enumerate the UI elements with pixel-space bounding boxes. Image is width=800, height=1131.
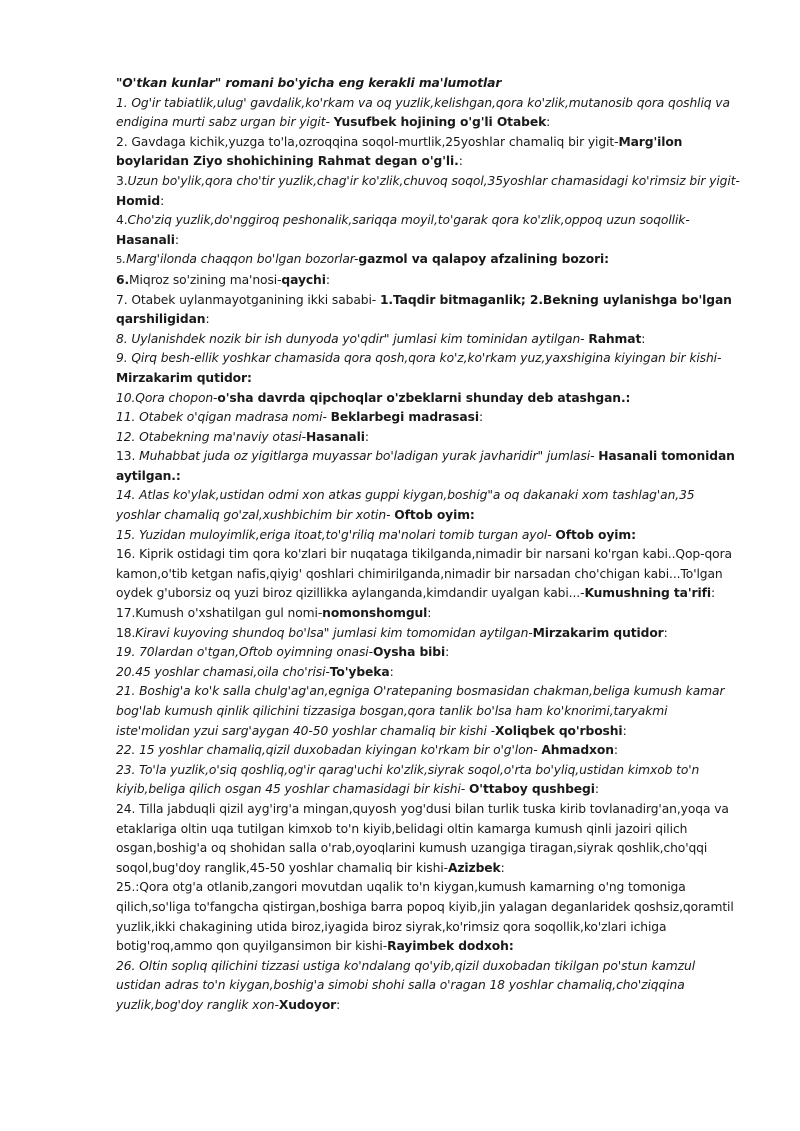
- answer-text: 1.Taqdir bitmaganlik; 2.Bekning uylanishga bo'lgan qarshiligidan: [116, 292, 732, 327]
- answer-text: Ahmadxon: [541, 743, 614, 758]
- question-text: 16. Kiprik ostidagi tim qora ko'zlari bir nuqataga tikilganda,nimadir bir narsani ko'rgan kabi..Qop-qora kamon,o'tib ketgan nafis,qiyig' qoshlari chimirilganda,nimadir bir narsadan cho'chigan kabi...To'lgan oydek g'uborsiz oq yuzi biroz qizillikka aylanganda,kimdandir uyalgan kabi...-: [116, 547, 732, 601]
- answer-text: Yusufbek hojining o'g'li Otabek: [333, 115, 547, 130]
- answer-text: Beklarbegi madrasasi: [330, 410, 479, 425]
- answer-text: Hasanali: [305, 429, 365, 444]
- question-text: 14. Atlas ko'ylak,ustidan odmi xon atkas guppi kiygan,boshig"a oq dakanaki xom tashlag'an,35 yoshlar chamaliq go'zal,xushbichim bir xotin-: [116, 488, 695, 523]
- answer-text: Oysha bibi: [372, 645, 446, 660]
- answer-text: nomonshomgul: [322, 606, 428, 621]
- question-text: 11. Otabek o'qigan madrasa nomi-: [116, 410, 331, 425]
- question-text: :: [389, 664, 394, 679]
- question-text: 7. Otabek uylanmayotganining ikki sababi-: [116, 292, 380, 307]
- question-text: :: [427, 606, 432, 621]
- question-text: :: [710, 586, 715, 601]
- answer-text: Rahmat: [588, 331, 642, 346]
- list-item: [116, 604, 742, 624]
- question-text: :: [622, 723, 627, 738]
- question-text: 4.: [116, 213, 128, 228]
- question-text: 23. To'la yuzlik,o'siq qoshliq,og'ir qarag'uchi ko'zlik,siyrak soqol,o'rta bo'yliq,ustidan kimxob to'n kiyib,beliga qilich osgan 45 yoshlar chamasidagi bir kishi-: [116, 762, 700, 797]
- answer-text: Homid: [116, 193, 161, 208]
- question-text: Muhabbat juda oz yigitlarga muyassar bo'ladigan yurak javharidir" jumlasi-: [139, 449, 599, 464]
- answer-text: Hasanali tomonidan aytilgan.:: [116, 449, 735, 483]
- question-text: 17.Kumush o'xshatilgan gul nomi-: [116, 606, 323, 621]
- facts-list: [116, 94, 742, 1016]
- question-text: :: [174, 232, 179, 247]
- question-text: :: [160, 193, 165, 208]
- list-item: [116, 545, 742, 604]
- list-item: [116, 741, 742, 761]
- question-text: Miqroz so'zining ma'nosi-: [129, 272, 282, 287]
- list-item: [116, 291, 742, 330]
- question-text: :: [500, 860, 505, 875]
- question-text: 24. Tilla jabduqli qizil ayg'irg'a mingan,quyosh yog'dusi bilan turlik tuska kirib tovlanadirg'an,yoqa va etaklariga oltin uqa tutilgan kimxob to'n kiyib,belidagi oltin kamarga kumush qinli jazoiri qilich osgan,boshig'a oq shohidan salla o'rab,oyoqlarini kumush uzangiga tiragan,siyrak qoshlik,cho'qqi soqol,bug'doy ranglik,45-50 yoshlar chamaliq bir kishi-: [116, 801, 729, 875]
- answer-text: Xoliqbek qo'rboshi: [494, 723, 623, 738]
- question-text: 8. Uylanishdek nozik bir ish dunyoda yo'qdir" jumlasi kim tominidan aytilgan-: [116, 331, 589, 346]
- list-item: [116, 94, 742, 133]
- question-text: 15. Yuzidan muloyimlik,eriga itoat,to'g'riliq ma'nolari tomib turgan ayol-: [116, 527, 556, 542]
- list-item: [116, 172, 742, 211]
- answer-text: o'sha davrda qipchoqlar o'zbeklarni shunday deb atashgan.:: [217, 390, 631, 405]
- document-title: "O'tkan kunlar" romani bo'yicha eng kerakli ma'lumotlar: [116, 76, 502, 90]
- question-text: :: [458, 154, 463, 169]
- list-item: [116, 389, 742, 409]
- question-text: :: [546, 115, 551, 130]
- question-text: :: [364, 429, 369, 444]
- list-item: [116, 408, 742, 428]
- list-item: [116, 878, 742, 956]
- question-text: 3.: [116, 173, 128, 188]
- question-text: Uzun bo'ylik,qora cho'tir yuzlik,chag'ir ko'zlik,chuvoq soqol,35yoshlar chamasidagi ko'rimsiz bir yigit-: [127, 173, 740, 188]
- question-text: :: [478, 410, 483, 425]
- question-text: :: [594, 782, 599, 797]
- question-text: 1. Og'ir tabiatlik,ulug' gavdalik,ko'rkam va oq yuzlik,kelishgan,qora ko'zlik,mutanosib qora qoshliq va endigina murti sabz urgan bir yigit-: [116, 95, 730, 130]
- question-text: 19. 70lardan o'tgan,Oftob oyimning onasi-: [116, 645, 373, 660]
- question-text: 10.Qora chopon-: [116, 390, 218, 405]
- answer-text: Kumushning ta'rifi: [584, 586, 711, 601]
- question-text: Cho'ziq yuzlik,do'nggiroq peshonalik,sariqqa moyil,to'garak qora ko'zlik,oppoq uzun soqollik-: [127, 213, 690, 228]
- list-item: [116, 800, 742, 878]
- question-text: :: [663, 625, 668, 640]
- question-text: .Marg'ilonda chaqqon bo'lgan bozorlar-: [122, 252, 359, 267]
- question-text: :: [641, 331, 646, 346]
- answer-text: Xudoyor: [278, 997, 337, 1012]
- question-text: 5: [116, 255, 123, 267]
- answer-text: Oftob oyim:: [394, 508, 475, 523]
- question-text: 18.: [116, 625, 136, 640]
- list-item: [116, 133, 742, 172]
- answer-text: qaychi: [281, 272, 326, 287]
- question-text: 20.45 yoshlar chamasi,oila cho'risi-: [116, 664, 330, 679]
- question-text: 9. Qirq besh-ellik yoshkar chamasida qora qosh,qora ko'z,ko'rkam yuz,yaxshigina kiyingan bir kishi-: [116, 351, 722, 366]
- answer-text: Mirzakarim qutidor:: [116, 370, 252, 385]
- question-text: 2. Gavdaga kichik,yuzga to'la,ozroqqina soqol-murtlik,25yoshlar chamaliq bir yigit-: [116, 134, 619, 149]
- list-item: [116, 957, 742, 1016]
- document-page: [116, 74, 742, 1016]
- question-text: :: [325, 272, 330, 287]
- question-text: :: [613, 743, 618, 758]
- list-item: [116, 761, 742, 800]
- question-text: 21. Boshig'a ko'k salla chulg'ag'an,egniga O'ratepaning bosmasidan chakman,beliga kumush kamar bog'lab kumush qinlik qilichini tizzasiga bosgan,qora tanlik bo'lsa ham ko'knorimi,taryakmi iste'molidan yzui sarg'aygan 40-50 yoshlar chamaliq bir kishi -: [116, 684, 725, 738]
- answer-text: Rayimbek dodxoh:: [387, 939, 514, 954]
- list-item: [116, 447, 742, 486]
- question-text: Kiravi kuyoving shundoq bo'lsa" jumlasi kim tomomidan aytilgan-: [135, 625, 533, 640]
- answer-text: Mirzakarim qutidor: [532, 625, 664, 640]
- question-text: 26. Oltin soplıq qilichini tizzasi ustiga ko'ndalang qo'yib,qizil duxobadan tikilgan po'stun kamzul ustidan adras to'n kiygan,boshig'a simobi shohi salla o'ragan 18 yoshlar chamaliq,cho'ziqqina yuzlik,bog'doy ranglik xon-: [116, 958, 696, 1012]
- answer-text: Oftob oyim:: [555, 527, 636, 542]
- list-item: [116, 663, 742, 683]
- list-item: [116, 330, 742, 350]
- list-item: [116, 643, 742, 663]
- answer-text: 6.: [116, 272, 130, 287]
- answer-text: To'ybeka: [329, 664, 390, 679]
- list-item: [116, 250, 742, 271]
- answer-text: Azizbek: [447, 860, 501, 875]
- answer-text: Marg'ilon boylaridan Ziyo shohichining Rahmat degan o'g'li.: [116, 134, 683, 169]
- question-text: :: [205, 312, 210, 327]
- list-item: [116, 349, 742, 388]
- list-item: [116, 526, 742, 546]
- list-item: [116, 682, 742, 741]
- list-item: [116, 486, 742, 525]
- question-text: 13.: [116, 449, 140, 464]
- question-text: 12. Otabekning ma'naviy otasi-: [116, 429, 306, 444]
- question-text: :: [336, 997, 341, 1012]
- answer-text: O'ttaboy qushbegi: [468, 782, 595, 797]
- list-item: [116, 624, 742, 644]
- answer-text: Hasanali: [116, 232, 175, 247]
- question-text: :: [445, 645, 450, 660]
- answer-text: gazmol va qalapoy afzalining bozori:: [358, 252, 609, 267]
- list-item: [116, 428, 742, 448]
- question-text: 25.:Qora otg'a otlanib,zangori movutdan uqalik to'n kiygan,kumush kamarning o'ng tomoniga qilich,so'liga to'fangcha qistirgan,boshiga barra popoq kiyib,jin yalagan deganlaridek qoshsiz,qoramtil yuzlik,ikki chakagining utida biroz,iyagida biroz siyrak,ko'rimsiz qora soqollik,ko'zlari ichiga botig'roq,ammo qon quyilgansimon bir kishi-: [116, 880, 734, 954]
- list-item: [116, 271, 742, 291]
- list-item: [116, 211, 742, 250]
- question-text: 22. 15 yoshlar chamaliq,qizil duxobadan kiyingan ko'rkam bir o'g'lon-: [116, 743, 542, 758]
